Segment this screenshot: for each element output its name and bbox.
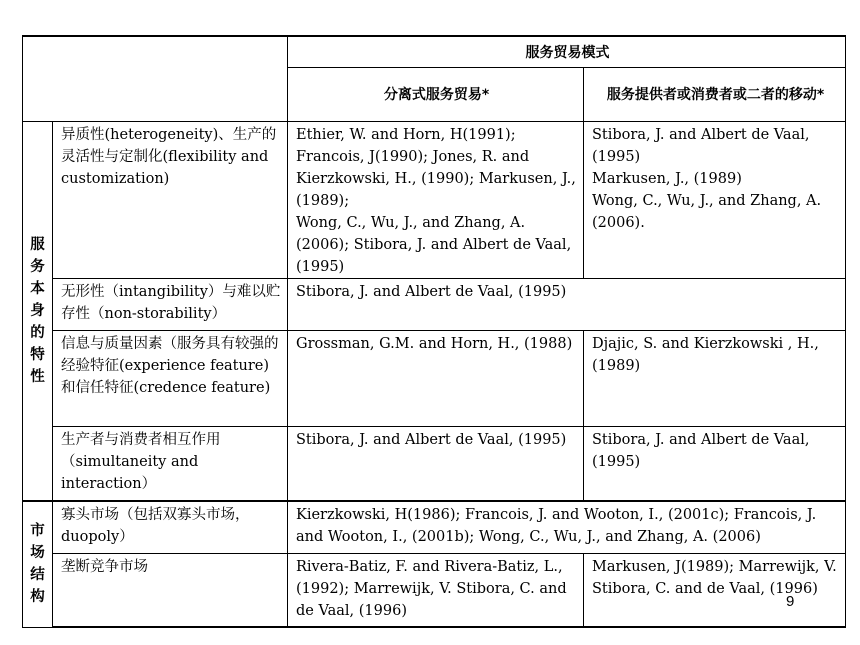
feature-cell: 信息与质量因素（服务具有较强的经验特征(experience feature)和信任特征(credence feature) [53, 330, 288, 426]
separated-cell: Stibora, J. and Albert de Vaal, (1995) [288, 426, 584, 501]
separated-cell: Rivera-Batiz, F. and Rivera-Batiz, L., (1992); Marrewijk, V. Stibora, C. and de Vaal, (1996) [288, 553, 584, 627]
feature-cell: 垄断竞争市场 [53, 553, 288, 627]
literature-table [22, 35, 846, 628]
header-blank-cell [23, 36, 288, 121]
combined-cell: Stibora, J. and Albert de Vaal, (1995) [288, 278, 846, 330]
table-row [23, 278, 846, 330]
combined-cell: Kierzkowski, H(1986); Francois, J. and Wooton, I., (2001c); Francois, J. and Wooton, I., (2001b); Wong, C., Wu, J., and Zhang, A. (2006) [288, 501, 846, 553]
column-header-movement: 服务提供者或消费者或二者的移动* [584, 67, 846, 121]
table-row [23, 501, 846, 553]
movement-cell: Markusen, J(1989); Marrewijk, V. Stibora, C. and de Vaal, (1996) [584, 553, 846, 627]
table-row [23, 121, 846, 278]
movement-cell: Stibora, J. and Albert de Vaal, (1995) Markusen, J., (1989) Wong, C., Wu, J., and Zhang, A. (2006). [584, 121, 846, 278]
page-number: 9 [786, 593, 795, 610]
movement-cell: Stibora, J. and Albert de Vaal, (1995) [584, 426, 846, 501]
table-row [23, 426, 846, 501]
separated-cell: Ethier, W. and Horn, H(1991); Francois, J(1990); Jones, R. and Kierzkowski, H., (1990); Markusen, J., (1989); Wong, C., Wu, J., and Zhang, A. (2006); Stibora, J. and Albert de Vaal, (1995) [288, 121, 584, 278]
category-service-characteristics: 服务本身的特性 [23, 121, 53, 501]
mode-title: 服务贸易模式 [288, 36, 846, 67]
table-row [23, 330, 846, 426]
column-header-separated: 分离式服务贸易* [288, 67, 584, 121]
separated-cell: Grossman, G.M. and Horn, H., (1988) [288, 330, 584, 426]
feature-cell: 寡头市场（包括双寡头市场，duopoly） [53, 501, 288, 553]
movement-cell: Djajic, S. and Kierzkowski , H., (1989) [584, 330, 846, 426]
table-row [23, 553, 846, 627]
category-market-structure: 市场结构 [23, 501, 53, 627]
feature-cell: 无形性（intangibility）与难以贮存性（non-storability） [53, 278, 288, 330]
feature-cell: 生产者与消费者相互作用（simultaneity and interaction） [53, 426, 288, 501]
feature-cell: 异质性(heterogeneity)、生产的灵活性与定制化(flexibility and customization) [53, 121, 288, 278]
